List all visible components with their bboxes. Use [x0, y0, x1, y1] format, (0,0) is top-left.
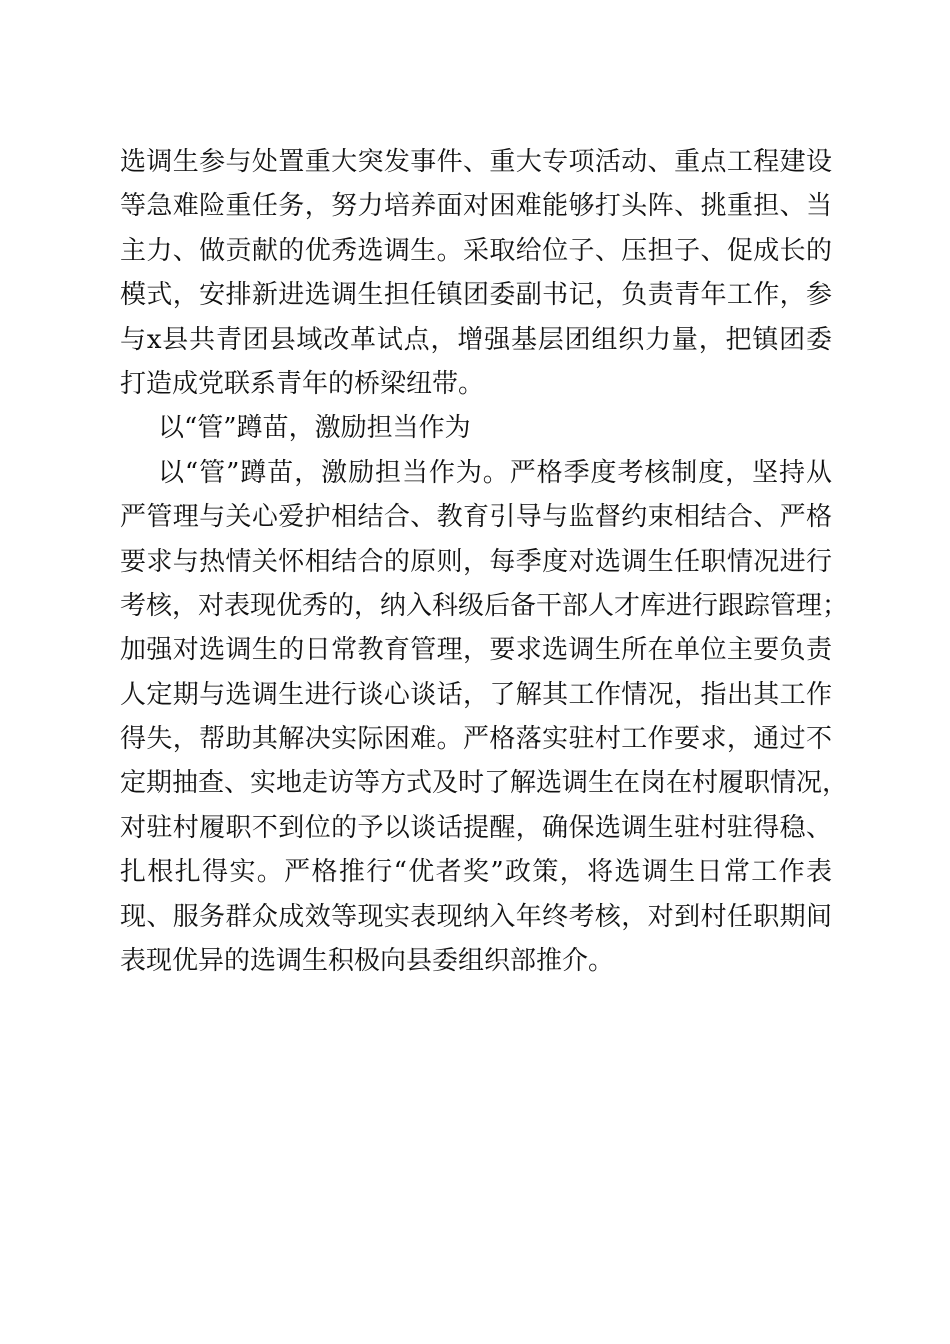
- document-body: [120, 140, 849, 983]
- paragraph-line: 现、服务群众成效等现实表现纳入年终考核，对到村任职期间: [120, 901, 832, 932]
- paragraph-line: 等急难险重任务，努力培养面对困难能够打头阵、挑重担、当: [120, 191, 832, 222]
- paragraph-line: 对驻村履职不到位的予以谈话提醒，确保选调生驻村驻得稳、: [120, 812, 832, 843]
- paragraph-line: 考核，对表现优秀的，纳入科级后备干部人才库进行跟踪管理；: [120, 590, 849, 621]
- paragraph-line: 表现优异的选调生积极向县委组织部推介。: [120, 946, 615, 977]
- body-paragraph: [120, 451, 849, 984]
- paragraph-line: 得失，帮助其解决实际困难。严格落实驻村工作要求，通过不: [120, 724, 832, 755]
- paragraph-line: 与x县共青团县域改革试点，增强基层团组织力量，把镇团委: [120, 324, 832, 355]
- paragraph-line: 严管理与关心爱护相结合、教育引导与监督约束相结合、严格: [120, 502, 832, 533]
- paragraph-line: 打造成党联系青年的桥梁纽带。: [120, 368, 485, 399]
- paragraph-line: 要求与热情关怀相结合的原则，每季度对选调生任职情况进行: [120, 546, 832, 577]
- paragraph-line: 定期抽查、实地走访等方式及时了解选调生在岗在村履职情况，: [120, 768, 849, 799]
- paragraph-line: 选调生参与处置重大突发事件、重大专项活动、重点工程建设: [120, 147, 832, 177]
- continued-paragraph: [120, 140, 832, 406]
- section-heading: 以“管”蹲苗，激励担当作为: [158, 413, 471, 444]
- paragraph-line: 人定期与选调生进行谈心谈话，了解其工作情况，指出其工作: [120, 679, 832, 710]
- paragraph-line: 以“管”蹲苗，激励担当作为。严格季度考核制度，坚持从: [158, 457, 832, 488]
- paragraph-line: 加强对选调生的日常教育管理，要求选调生所在单位主要负责: [120, 635, 832, 666]
- paragraph-line: 扎根扎得实。严格推行“优者奖”政策，将选调生日常工作表: [120, 857, 832, 888]
- paragraph-line: 模式，安排新进选调生担任镇团委副书记，负责青年工作，参: [120, 280, 832, 311]
- paragraph-line: 主力、做贡献的优秀选调生。采取给位子、压担子、促成长的: [120, 235, 832, 266]
